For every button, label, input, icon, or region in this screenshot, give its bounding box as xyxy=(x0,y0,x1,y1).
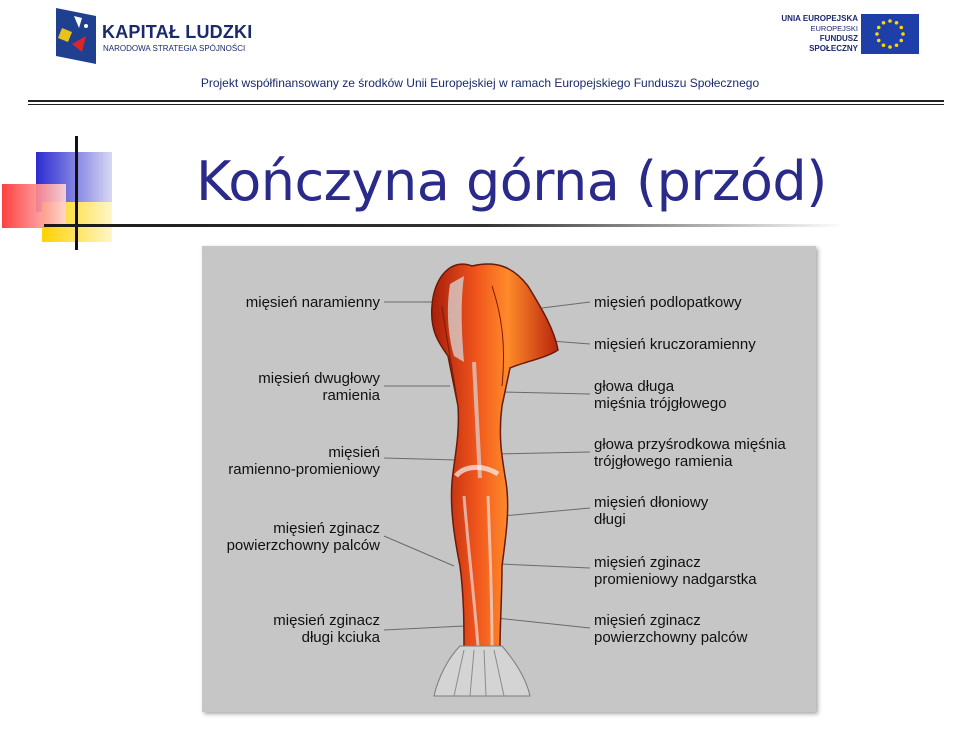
label-kruczoramienny: mięsień kruczoramienny xyxy=(594,336,756,353)
eu-star-icon xyxy=(895,43,899,47)
eu-star-icon xyxy=(895,21,899,25)
label-zginacz-powierzchowny-left: mięsień zginacz powierzchowny palców xyxy=(226,520,380,554)
kapital-ludzki-logo xyxy=(52,6,252,66)
label-podlopatkowy: mięsień podlopatkowy xyxy=(594,294,742,311)
decorative-squares xyxy=(0,132,130,252)
eu-star-icon xyxy=(882,21,886,25)
kapital-ludzki-subtitle: NARODOWA STRATEGIA SPÓJNOŚCI xyxy=(103,44,246,53)
label-miesien-naramienny: mięsień naramienny xyxy=(245,294,380,311)
eu-star-icon xyxy=(882,43,886,47)
eu-logo-line2: EUROPEJSKI xyxy=(810,24,858,33)
arm-muscles xyxy=(432,264,558,696)
header-divider xyxy=(28,100,944,102)
eu-logo-line3: FUNDUSZ SPOŁECZNY xyxy=(809,34,858,53)
eu-logo xyxy=(776,14,926,56)
eu-star-icon xyxy=(877,26,881,30)
eu-star-icon xyxy=(877,39,881,43)
project-cofinancing-line: Projekt współfinansowany ze środków Unii Europejskiej w ramach Europejskiego Funduszu Społecznego xyxy=(200,76,760,90)
eu-star-icon xyxy=(888,19,892,23)
eu-star-icon xyxy=(875,32,879,36)
eu-star-icon xyxy=(899,39,903,43)
arm-anatomy-diagram xyxy=(202,246,816,712)
eu-flag-icon xyxy=(861,14,919,54)
label-miesien-dwuglowy: mięsień dwugłowy ramienia xyxy=(258,370,380,404)
label-ramienno-promieniowy: mięsień ramienno-promieniowy xyxy=(228,444,380,478)
label-zginacz-dlugi-kciuka: mięsień zginacz długi kciuka xyxy=(273,612,380,646)
eu-star-icon xyxy=(899,26,903,30)
eu-logo-line1: UNIA EUROPEJSKA xyxy=(781,14,858,23)
label-glowa-przysrodkowa: głowa przyśrodkowa mięśnia trójgłowego ramienia xyxy=(594,436,786,470)
eu-star-icon xyxy=(888,45,892,49)
eu-logo-text xyxy=(776,14,858,54)
kapital-ludzki-title: KAPITAŁ LUDZKI xyxy=(102,22,253,42)
label-dloniowy-dlugi: mięsień dłoniowy długi xyxy=(594,494,709,528)
title-underline xyxy=(44,224,844,227)
slide-title: Kończyna górna (przód) xyxy=(196,150,827,213)
eu-star-icon xyxy=(901,32,905,36)
header-divider-thin xyxy=(28,104,944,105)
label-zginacz-powierzchowny-right: mięsień zginacz powierzchowny palców xyxy=(594,612,748,646)
label-glowa-dluga: głowa długa mięśnia trójgłowego xyxy=(594,378,727,412)
label-zginacz-promieniowy: mięsień zginacz promieniowy nadgarstka xyxy=(594,554,757,588)
kapital-ludzki-emblem-icon xyxy=(52,6,100,66)
